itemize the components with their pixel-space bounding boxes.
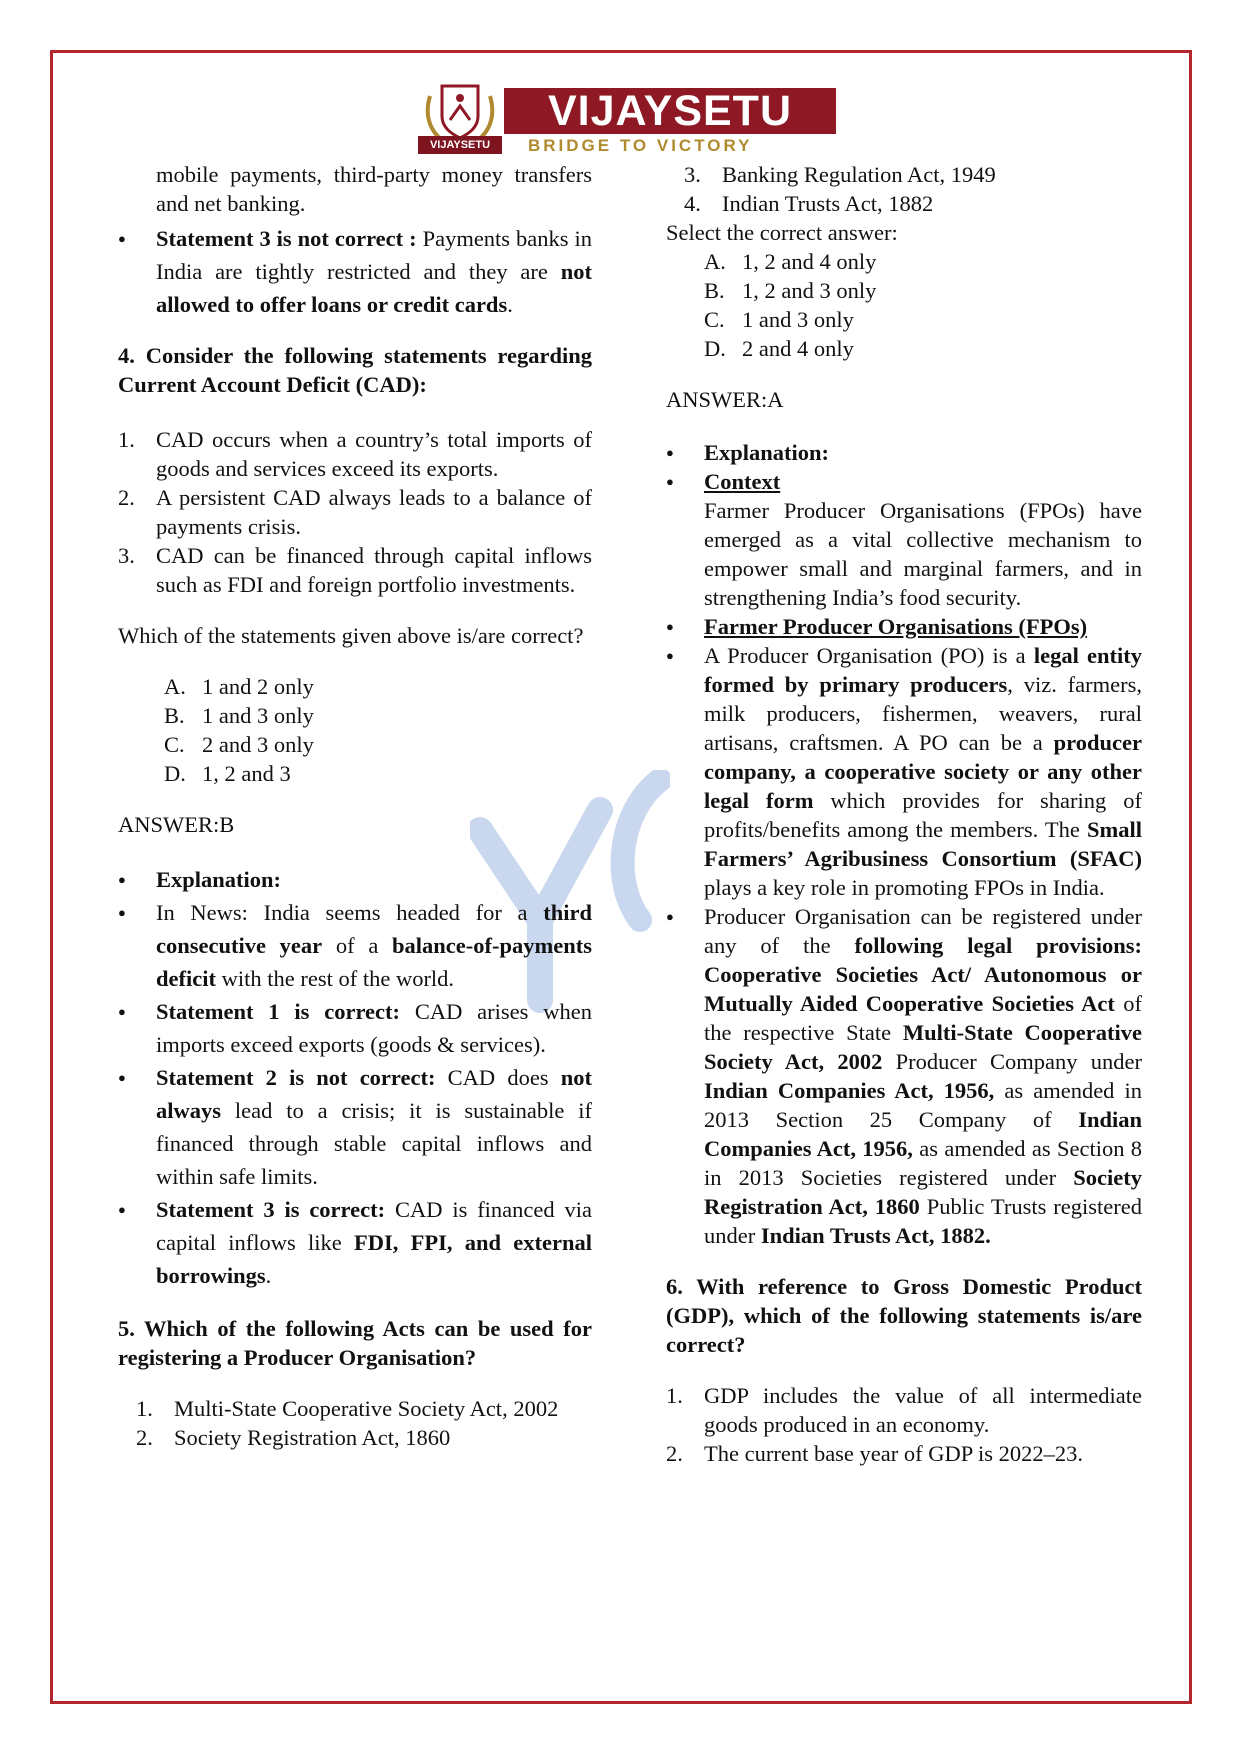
item-number: 1.	[136, 1396, 153, 1421]
item-text: Multi-State Cooperative Society Act, 2002	[174, 1396, 559, 1421]
list-item	[118, 541, 592, 599]
news-bold: balance-of-payments deficit	[156, 933, 593, 991]
question-5: 5. Which of the following Acts can be used for registering a Producer Organisation?	[118, 1316, 592, 1370]
question-4-explanation	[118, 863, 592, 1292]
item-text: CAD occurs when a country’s total imports of goods and services exceed its exports.	[156, 427, 592, 481]
brand-logo	[418, 76, 838, 158]
po-bold: Small Farmers’ Agribusiness Consortium (SFAC)	[704, 817, 1142, 871]
item-number: 4.	[684, 191, 701, 216]
reg-text: of the respective State	[704, 991, 1142, 1045]
explanation-heading: ● Explanation:	[118, 863, 592, 896]
option-b	[704, 276, 1142, 305]
option-letter: D.	[164, 761, 186, 786]
option-letter: B.	[164, 703, 185, 728]
option-a	[704, 247, 1142, 276]
item-text: Society Registration Act, 1860	[174, 1425, 451, 1450]
question-5-explanation	[666, 438, 1142, 1250]
statement-3-heading: Statement 3 is not correct :	[156, 226, 417, 251]
statement-3-end: .	[507, 292, 513, 317]
question-5-options	[666, 247, 1142, 363]
po-registration	[666, 902, 1142, 1250]
option-d	[704, 334, 1142, 363]
in-news-point	[118, 896, 592, 995]
point-text: CAD is financed via capital inflows like	[156, 1197, 592, 1255]
crest-label: VIJAYSETU	[418, 136, 502, 154]
option-letter: A.	[704, 249, 726, 274]
item-number: 1.	[118, 427, 135, 452]
question-4-statements	[118, 425, 592, 599]
brand-tagline: BRIDGE TO VICTORY	[528, 136, 753, 155]
option-a	[164, 672, 592, 701]
po-bold: producer company, a cooperative society or any other legal form	[704, 730, 1142, 813]
point-end: .	[265, 1263, 272, 1288]
option-letter: D.	[704, 336, 726, 361]
option-letter: C.	[164, 732, 185, 757]
question-5-answer: ANSWER:A	[666, 387, 784, 412]
option-text: 1 and 3 only	[742, 307, 854, 332]
list-item	[666, 1439, 1142, 1468]
option-d	[164, 759, 592, 788]
news-text: In News: India seems headed for a	[156, 900, 528, 925]
question-4-answer: ANSWER:B	[118, 812, 235, 837]
question-6: 6. With reference to Gross Domestic Product (GDP), which of the following statements is/are correct?	[666, 1274, 1142, 1357]
point-heading: Statement 2 is not correct:	[156, 1065, 436, 1090]
option-text: 2 and 3 only	[202, 732, 314, 757]
question-6-statements	[666, 1381, 1142, 1468]
po-text: A Producer Organisation (PO) is a	[704, 643, 1026, 668]
option-letter: A.	[164, 674, 186, 699]
question-5-acts-left	[118, 1394, 592, 1452]
option-text: 2 and 4 only	[742, 336, 854, 361]
item-number: 2.	[666, 1441, 683, 1466]
question-5-prompt: Select the correct answer:	[666, 220, 898, 245]
option-c	[164, 730, 592, 759]
brand-name: VIJAYSETU	[504, 88, 836, 134]
point-heading: Statement 1 is correct:	[156, 999, 400, 1024]
option-text: 1, 2 and 3 only	[742, 278, 877, 303]
question-4-prompt: Which of the statements given above is/are correct?	[118, 623, 584, 648]
statement-3-bold: not allowed to offer loans or credit cards	[156, 259, 592, 317]
list-item	[684, 189, 1142, 218]
question-5-acts-right	[666, 160, 1142, 218]
reg-bold: Society Registration Act, 1860	[704, 1165, 1143, 1219]
point-bold: FDI, FPI, and external borrowings	[156, 1230, 592, 1288]
option-c	[704, 305, 1142, 334]
statement-3-note	[118, 222, 592, 321]
question-4-options	[118, 672, 592, 788]
fpo-heading: ● Farmer Producer Organisations (FPOs)	[666, 612, 1142, 641]
list-item	[684, 160, 1142, 189]
po-text: , viz. farmers, milk producers, fishermen, weavers, rural artisans, craftsmen. A PO can be a	[704, 672, 1142, 755]
point-text: CAD does	[447, 1065, 549, 1090]
option-text: 1 and 3 only	[202, 703, 314, 728]
context-heading: ● Context	[666, 467, 1142, 496]
point-text: lead to a crisis; it is sustainable if financed through stable capital inflows and within safe limits.	[156, 1098, 593, 1189]
item-text: Banking Regulation Act, 1949	[722, 162, 996, 187]
left-column	[118, 160, 592, 1452]
reg-text: Public Trusts registered under	[704, 1194, 1143, 1248]
list-item	[136, 1394, 592, 1423]
item-text: A persistent CAD always leads to a balance of payments crisis.	[156, 485, 592, 539]
option-text: 1, 2 and 3	[202, 761, 291, 786]
option-text: 1, 2 and 4 only	[742, 249, 877, 274]
news-bold: third consecutive year	[156, 900, 593, 958]
point-text: CAD arises when imports exceed exports (goods & services).	[156, 999, 592, 1057]
item-number: 3.	[118, 543, 135, 568]
news-text: with the rest of the world.	[221, 966, 455, 991]
item-number: 2.	[136, 1425, 153, 1450]
continued-text: mobile payments, third-party money transfers and net banking.	[156, 162, 592, 216]
option-letter: C.	[704, 307, 725, 332]
po-bold: legal entity formed by primary producers	[704, 643, 1143, 697]
right-column	[666, 160, 1142, 1468]
reg-text: as amended in 2013 Section 25 Company of	[704, 1078, 1143, 1132]
option-letter: B.	[704, 278, 725, 303]
option-text: 1 and 2 only	[202, 674, 314, 699]
list-item	[136, 1423, 592, 1452]
item-number: 2.	[118, 485, 135, 510]
statement-1-point	[118, 995, 592, 1061]
point-bold: not always	[156, 1065, 593, 1123]
statement-2-point	[118, 1061, 592, 1193]
list-item	[118, 425, 592, 483]
context-text: Farmer Producer Organisations (FPOs) have emerged as a vital collective mechanism to empower small and marginal farmers, and in strengthening India’s food security.	[704, 498, 1142, 610]
reg-bold: Multi-State Cooperative Society Act, 2002	[704, 1020, 1142, 1074]
item-number: 1.	[666, 1383, 683, 1408]
reg-bold: following legal provisions:	[854, 933, 1143, 958]
news-text: of a	[335, 933, 379, 958]
statement-3-text: Payments banks in India are tightly restricted and they are	[156, 226, 592, 284]
item-text: Indian Trusts Act, 1882	[722, 191, 934, 216]
reg-bold: Indian Companies Act, 1956,	[704, 1107, 1142, 1161]
po-text: which provides for sharing of profits/benefits among the members. The	[704, 788, 1142, 842]
option-b	[164, 701, 592, 730]
item-number: 3.	[684, 162, 701, 187]
reg-bold: Cooperative Societies Act/ Autonomous or Mutually Aided Cooperative Societies Act	[704, 962, 1142, 1016]
item-text: CAD can be financed through capital inflows such as FDI and foreign portfolio investments.	[156, 543, 592, 597]
po-text: plays a key role in promoting FPOs in India.	[704, 875, 1105, 900]
reg-text: Producer Company under	[895, 1049, 1143, 1074]
item-text: The current base year of GDP is 2022–23.	[704, 1441, 1084, 1466]
item-text: GDP includes the value of all intermediate goods produced in an economy.	[704, 1383, 1142, 1437]
reg-bold: Indian Trusts Act, 1882.	[760, 1223, 991, 1248]
question-4: 4. Consider the following statements regarding Current Account Deficit (CAD):	[118, 343, 592, 397]
point-heading: Statement 3 is correct:	[156, 1197, 386, 1222]
explanation-heading: ● Explanation:	[666, 438, 1142, 467]
po-definition	[666, 641, 1142, 902]
reg-text: as amended as Section 8 in 2013 Societies registered under	[704, 1136, 1143, 1190]
reg-bold: Indian Companies Act, 1956,	[704, 1078, 995, 1103]
list-item	[666, 1381, 1142, 1439]
reg-text: Producer Organisation can be registered under any of the	[704, 904, 1142, 958]
statement-3-point	[118, 1193, 592, 1292]
list-item	[118, 483, 592, 541]
